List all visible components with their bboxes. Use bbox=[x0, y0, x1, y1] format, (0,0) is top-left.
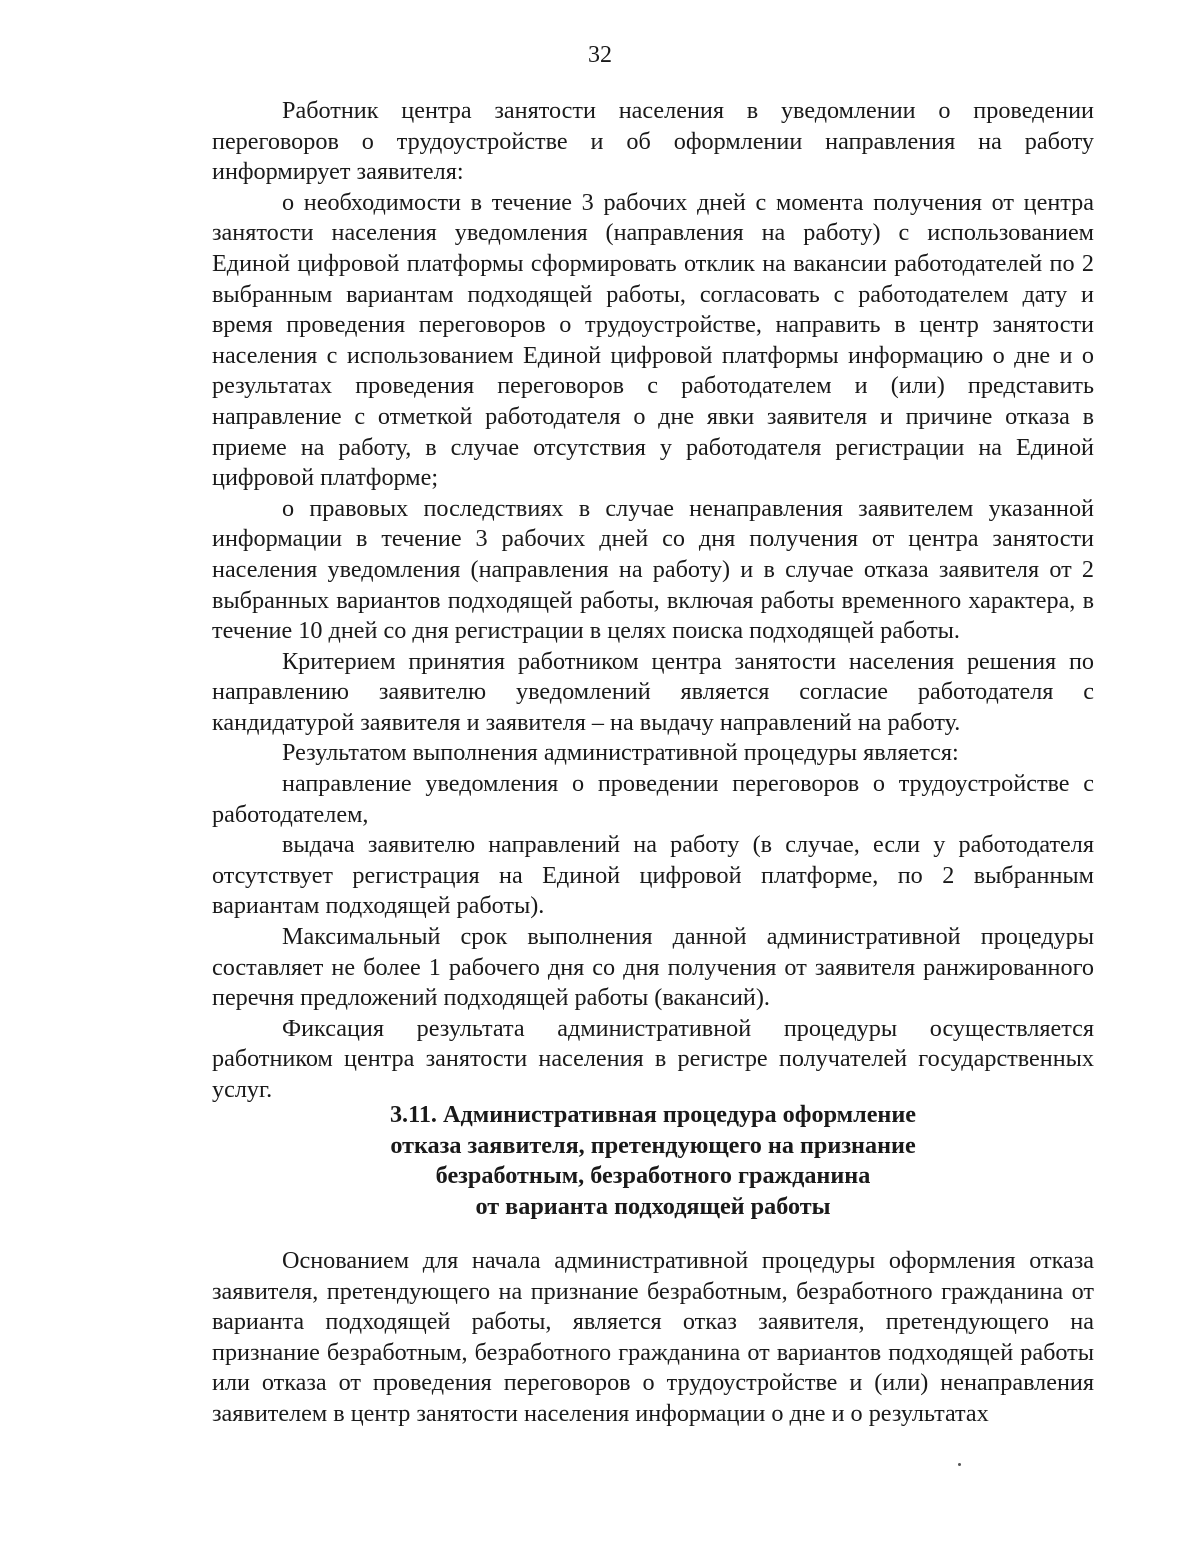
page-number: 32 bbox=[588, 42, 612, 68]
paragraph-max-term: Максимальный срок выполнения данной административной процедуры составляет не более 1 рабочего дня со дня получения от заявителя ранжированного перечня предложений подходящей работы (вакансий). bbox=[212, 923, 1094, 1012]
paragraph-section-basis: Основанием для начала административной процедуры оформления отказа заявителя, претендующего на признание безработным, безработного гражданина от варианта подходящей работы, является отказ заявителя, претендующего на признание безработным, безработного гражданина от вариантов подходящей работы или отказа от проведения переговоров о трудоустройстве и (или) ненаправления заявителем в центр занятости населения информации о дне и о результатах bbox=[212, 1247, 1094, 1427]
section-body bbox=[212, 1246, 1094, 1430]
section-heading bbox=[212, 1100, 1094, 1222]
section-heading-line: отказа заявителя, претендующего на признание bbox=[390, 1131, 916, 1159]
section-heading-line: безработным, безработного гражданина bbox=[435, 1162, 871, 1190]
paragraph-result-notification: направление уведомления о проведении переговоров о трудоустройстве с работодателем, bbox=[212, 770, 1094, 828]
paragraph-result-intro: Результатом выполнения административной процедуры является: bbox=[282, 739, 959, 767]
section-heading-line: от варианта подходящей работы bbox=[475, 1192, 831, 1220]
paragraph-decision-criterion: Критерием принятия работником центра занятости населения решения по направлению заявителю уведомлений является согласие работодателя с кандидатурой заявителя и заявителя – на выдачу направлений на работу. bbox=[212, 647, 1094, 736]
paragraph-necessity: о необходимости в течение 3 рабочих дней с момента получения от центра занятости населения уведомления (направления на работу) с использованием Единой цифровой платформы сформировать отклик на вакансии работодателей по 2 выбранным вариантам подходящей работы, согласовать с работодателем дату и время проведения переговоров о трудоустройстве, направить в центр занятости населения с использованием Единой цифровой платформы информацию о дне и о результатах проведения переговоров с работодателем и (или) представить направление с отметкой работодателя о дне явки заявителя и причине отказа в приеме на работу, в случае отсутствия у работодателя регистрации на Единой цифровой платформе; bbox=[212, 188, 1094, 492]
scan-artifact bbox=[958, 1463, 961, 1466]
paragraph-result-fixation: Фиксация результата административной процедуры осуществляется работником центра занятости населения в регистре получателей государственных услуг. bbox=[212, 1014, 1094, 1103]
paragraph-notification-intro: Работник центра занятости населения в уведомлении о проведении переговоров о трудоустройстве и об оформлении направления на работу информирует заявителя: bbox=[212, 97, 1094, 186]
paragraph-result-referrals: выдача заявителю направлений на работу (в случае, если у работодателя отсутствует регистрация на Единой цифровой платформе, по 2 выбранным вариантам подходящей работы). bbox=[212, 831, 1094, 920]
paragraph-legal-consequences: о правовых последствиях в случае ненаправления заявителем указанной информации в течение 3 рабочих дней со дня получения от центра занятости населения уведомления (направления на работу) и в случае отказа заявителя от 2 выбранных вариантов подходящей работы, включая работы временного характера, в течение 10 дней со дня регистрации в целях поиска подходящей работы. bbox=[212, 494, 1094, 645]
section-heading-line: 3.11. Административная процедура оформление bbox=[389, 1101, 917, 1128]
document-body bbox=[212, 96, 1094, 1106]
